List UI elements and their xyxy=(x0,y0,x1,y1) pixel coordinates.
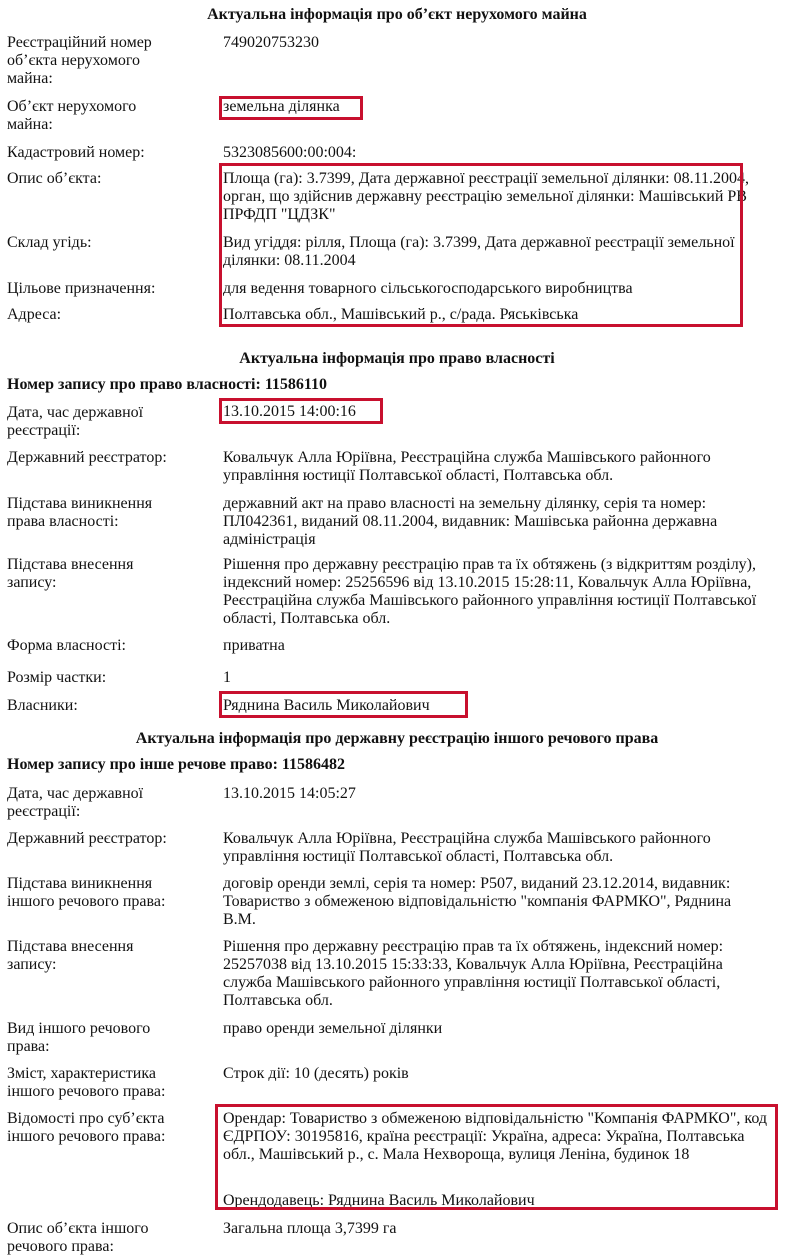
ownership-form-label: Форма власності: xyxy=(7,637,126,654)
ownership-basis-label: Підстава виникнення права власності: xyxy=(7,495,153,530)
ownership-section-title: Актуальна інформація про право власності xyxy=(239,350,555,367)
share-size-value: 1 xyxy=(223,669,231,686)
object-description-value: Площа (га): 3.7399, Дата державної реєстрації земельної ділянки: 08.11.2004, орган, що здійснив державну реєстрацію земельної ділянки: Машівський РВ ПРФДП "ЦДЗК" xyxy=(223,170,750,223)
ownership-entry-basis-label: Підстава внесення запису: xyxy=(7,556,134,591)
other-right-registrar-label: Державний реєстратор: xyxy=(7,830,167,847)
object-type-value: земельна ділянка xyxy=(223,98,340,115)
ownership-date-label: Дата, час державної реєстрації: xyxy=(7,404,144,439)
cadastral-value: 5323085600:00:004: xyxy=(223,144,357,161)
object-type-label: Об’єкт нерухомого майна: xyxy=(7,98,137,133)
other-right-record-number: Номер запису про інше речове право: 11586482 xyxy=(7,756,346,773)
highlight-right-subject xyxy=(215,1104,778,1210)
highlight-ownership-date xyxy=(219,398,383,424)
ownership-registrar-label: Державний реєстратор: xyxy=(7,449,167,466)
owners-label: Власники: xyxy=(7,697,78,714)
reg-number-value: 749020753230 xyxy=(223,34,319,51)
ownership-registrar-value: Ковальчук Алла Юріївна, Реєстраційна служба Машівського районного управління юстиції Полтавської області, Полтавська обл. xyxy=(223,449,711,484)
right-type-label: Вид іншого речового права: xyxy=(7,1020,151,1055)
share-size-label: Розмір частки: xyxy=(7,669,107,686)
land-composition-label: Склад угідь: xyxy=(7,234,92,251)
right-object-description-value: Загальна площа 3,7399 га xyxy=(223,1220,397,1237)
other-right-section-title: Актуальна інформація про державну реєстрацію іншого речового права xyxy=(135,730,659,747)
highlight-owner xyxy=(219,691,468,718)
landlord-value: Орендодавець: Ряднина Василь Миколайович xyxy=(223,1192,535,1209)
other-right-registrar-value: Ковальчук Алла Юріївна, Реєстраційна служба Машівського районного управління юстиції Полтавської області, Полтавська обл. xyxy=(223,830,711,865)
tenant-value: Орендар: Товариство з обмеженою відповідальністю "Компанія ФАРМКО", код ЄДРПОУ: 30195816, країна реєстрації: Україна, адреса: Україна, Полтавська обл., Машівський р., с. Мала Нехвороща, вулиця Леніна, будинок 18 xyxy=(223,1110,768,1163)
ownership-date-value: 13.10.2015 14:00:16 xyxy=(223,403,356,420)
ownership-form-value: приватна xyxy=(223,637,285,654)
right-type-value: право оренди земельної ділянки xyxy=(223,1020,443,1037)
ownership-entry-basis-value: Рішення про державну реєстрацію прав та їх обтяжень (з відкриттям розділу), індексний номер: 25256596 від 13.10.2015 15:28:11, Ковальчук Алла Юріївна, Реєстраційна служба Машівського районного управління юстиції Полтавської області, Полтавська обл. xyxy=(223,556,757,627)
purpose-value: для ведення товарного сільськогосподарського виробництва xyxy=(223,280,633,297)
address-label: Адреса: xyxy=(7,306,62,323)
cadastral-label: Кадастровий номер: xyxy=(7,144,145,161)
owners-value: Ряднина Василь Миколайович xyxy=(223,697,430,714)
ownership-basis-value: державний акт на право власності на земельну ділянку, серія та номер: ПЛ042361, виданий 08.11.2004, видавник: Машівська районна державна адміністрація xyxy=(223,495,718,548)
right-subject-label: Відомості про суб’єкта іншого речового права: xyxy=(7,1110,166,1145)
right-object-description-label: Опис об’єкта іншого речового права: xyxy=(7,1220,149,1255)
other-right-entry-basis-value: Рішення про державну реєстрацію прав та їх обтяжень, індексний номер: 25257038 від 13.10.2015 15:33:33, Ковальчук Алла Юріївна, Реєстраційна служба Машівського районного управління юстиції Полтавської області, Полтавська обл. xyxy=(223,938,724,1009)
highlight-object-details xyxy=(219,163,743,327)
purpose-label: Цільове призначення: xyxy=(7,280,156,297)
right-content-label: Зміст, характеристика іншого речового права: xyxy=(7,1065,166,1100)
object-description-label: Опис об’єкта: xyxy=(7,170,102,187)
other-right-date-value: 13.10.2015 14:05:27 xyxy=(223,785,356,802)
other-right-basis-value: договір оренди землі, серія та номер: Р507, виданий 23.12.2014, видавник: Товариство з обмеженою відповідальністю "компанія ФАРМКО", Ряднина В.М. xyxy=(223,875,732,928)
other-right-entry-basis-label: Підстава внесення запису: xyxy=(7,938,134,973)
highlight-object-type xyxy=(219,96,363,120)
land-composition-value: Вид угіддя: рілля, Площа (га): 3.7399, Дата державної реєстрації земельної ділянки: 08.11.2004 xyxy=(223,234,735,269)
object-section-title: Актуальна інформація про об’єкт нерухомого майна xyxy=(207,6,587,23)
ownership-record-number: Номер запису про право власності: 11586110 xyxy=(7,376,328,393)
other-right-date-label: Дата, час державної реєстрації: xyxy=(7,785,144,820)
right-content-value: Строк дії: 10 (десять) років xyxy=(223,1065,409,1082)
address-value: Полтавська обл., Машівський р., с/рада. Ряськівська xyxy=(223,306,579,323)
other-right-basis-label: Підстава виникнення іншого речового права: xyxy=(7,875,166,910)
reg-number-label: Реєстраційний номер об’єкта нерухомого майна: xyxy=(7,34,152,87)
